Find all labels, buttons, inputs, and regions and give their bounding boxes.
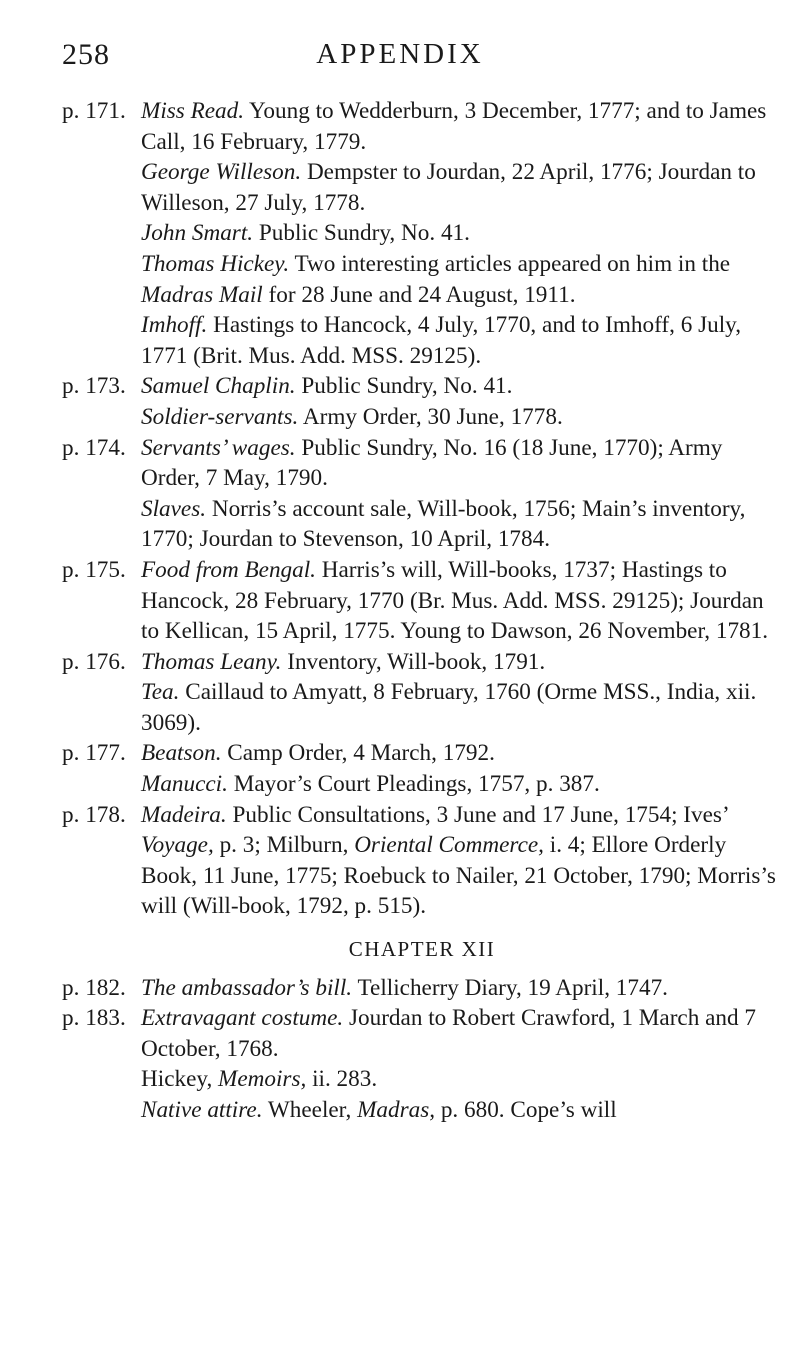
entry-text: p. 3; Milburn, [219,832,349,859]
entry-text: Camp Order, 4 March, 1792. [227,740,495,767]
entry-text: Public Sundry, No. 41. [258,220,470,247]
entry-topic: Samuel Chaplin. [141,373,296,400]
entry-text: Dempster to Jourdan, 22 April, 1776; Jourdan to Willeson, 27 July, 1778. [141,159,756,216]
note-entry [141,973,782,1004]
running-title: APPENDIX [316,38,484,70]
note-entry [141,738,782,769]
entry-text: Army Order, 30 June, 1778. [302,403,563,430]
entry-topic: Beatson. [141,740,222,767]
note-entry [141,157,782,218]
entry-topic: Tea. [141,679,180,706]
note-entry [141,402,782,433]
note-entry [141,1095,782,1126]
note-entry [141,310,782,371]
page-reference: p. 177. [62,740,126,767]
entry-text: ii. 283. [312,1066,378,1093]
entry-topic: George Willeson. [141,159,302,186]
entry-topic: Food from Bengal. [141,556,316,583]
note-entry [141,769,782,800]
note-group-p171 [62,96,782,371]
page-reference: p. 173. [62,373,126,400]
note-group-p182 [62,973,782,1004]
entry-topic: Servants’ wages. [141,434,296,461]
entry-text: p. 680. Cope’s will [440,1097,617,1123]
entry-text: Public Consultations, 3 June and 17 June, 1754; Ives’ [232,801,728,828]
entry-topic: John Smart. [141,220,254,247]
entry-topic: Madeira. [141,801,227,828]
entry-text: Wheeler, [267,1097,352,1123]
entry-topic: The ambassador’s bill. [141,974,353,1001]
entry-topic: Manucci. [141,771,228,798]
note-group-p178 [62,800,782,922]
entry-text: Public Sundry, No. 16 (18 June, 1770); Army Order, 7 May, 1790. [141,434,723,492]
running-head [0,38,800,78]
entry-text: Hastings to Hancock, 4 July, 1770, and to Imhoff, 6 July, 1771 (Brit. Mus. Add. MSS. 29125). [141,312,742,369]
entry-topic: Thomas Leany. [141,648,282,675]
entry-italic-title: Voyage, [141,832,214,859]
entry-text: Tellicherry Diary, 19 April, 1747. [357,974,668,1001]
note-entry [141,218,782,249]
note-entry [141,96,782,157]
entry-text: Mayor’s Court Pleadings, 1757, p. 387. [233,771,600,798]
entry-topic: Native attire. [141,1097,263,1123]
entry-text: i. 4; Ellore Orderly Book, 11 June, 1775; Roebuck to Nailer, 21 October, 1790; Morris’s will (Will-book, 1792, p. 515). [141,832,776,920]
note-entry [141,494,782,555]
page-reference: p. 183. [62,1005,126,1032]
entry-text: Public Sundry, No. 41. [301,373,513,400]
note-entry [141,555,782,647]
entry-text: Caillaud to Amyatt, 8 February, 1760 (Orme MSS., India, xii. 3069). [141,679,757,736]
entry-topic: Soldier-servants. [141,403,299,430]
page-reference: p. 174. [62,434,126,461]
note-entry [141,1003,782,1064]
entry-italic-title: Madras Mail [141,281,263,308]
entry-text: Young to Wedderburn, 3 December, 1777; and to James Call, 16 February, 1779. [141,98,767,155]
page-reference: p. 178. [62,801,126,828]
note-group-p183 [62,1003,782,1125]
entry-topic: Extravagant costume. [141,1005,344,1032]
entry-text: Harris’s will, Will-books, 1737; Hastings to Hancock, 28 February, 1770 (Br. Mus. Add. MSS. 29125); Jourdan to Kellican, 15 April, 1775. Young to Dawson, 26 November, 1781. [141,556,769,645]
note-entry [141,249,782,310]
entry-topic: Imhoff. [141,312,208,339]
page-reference: p. 182. [62,974,126,1001]
note-group-p173 [62,371,782,432]
note-group-p175 [62,555,782,647]
entry-text: Hickey, [141,1066,213,1093]
note-entry [141,371,782,402]
page-reference: p. 176. [62,648,126,675]
page-reference: p. 171. [62,98,126,124]
entry-italic-title: Memoirs, [218,1066,307,1093]
note-group-p174 [62,433,782,555]
note-entry [141,433,782,494]
chapter-heading: CHAPTER XII [348,937,496,962]
note-entry [141,1064,782,1095]
entry-italic-title: Madras, [357,1097,436,1123]
entry-topic: Slaves. [141,495,207,522]
entry-italic-title: Oriental Commerce, [354,832,544,859]
page-number: 258 [62,38,110,71]
entry-text: Two interesting articles appeared on him in the [294,250,731,277]
entry-topic: Thomas Hickey. [141,250,290,277]
note-entry [141,800,782,922]
entry-text: for 28 June and 24 August, 1911. [268,281,576,308]
note-entry [141,647,782,678]
note-group-p177 [62,738,782,799]
note-entry [141,677,782,738]
notes-body [62,96,782,1126]
page-reference: p. 175. [62,556,126,583]
entry-text: Inventory, Will-book, 1791. [287,648,546,675]
entry-topic: Miss Read. [141,98,245,124]
entry-text: Jourdan to Robert Crawford, 1 March and 7 October, 1768. [141,1005,756,1062]
note-group-p176 [62,647,782,739]
entry-text: Norris’s account sale, Will-book, 1756; Main’s inventory, 1770; Jourdan to Stevenson, 10 April, 1784. [141,495,746,553]
